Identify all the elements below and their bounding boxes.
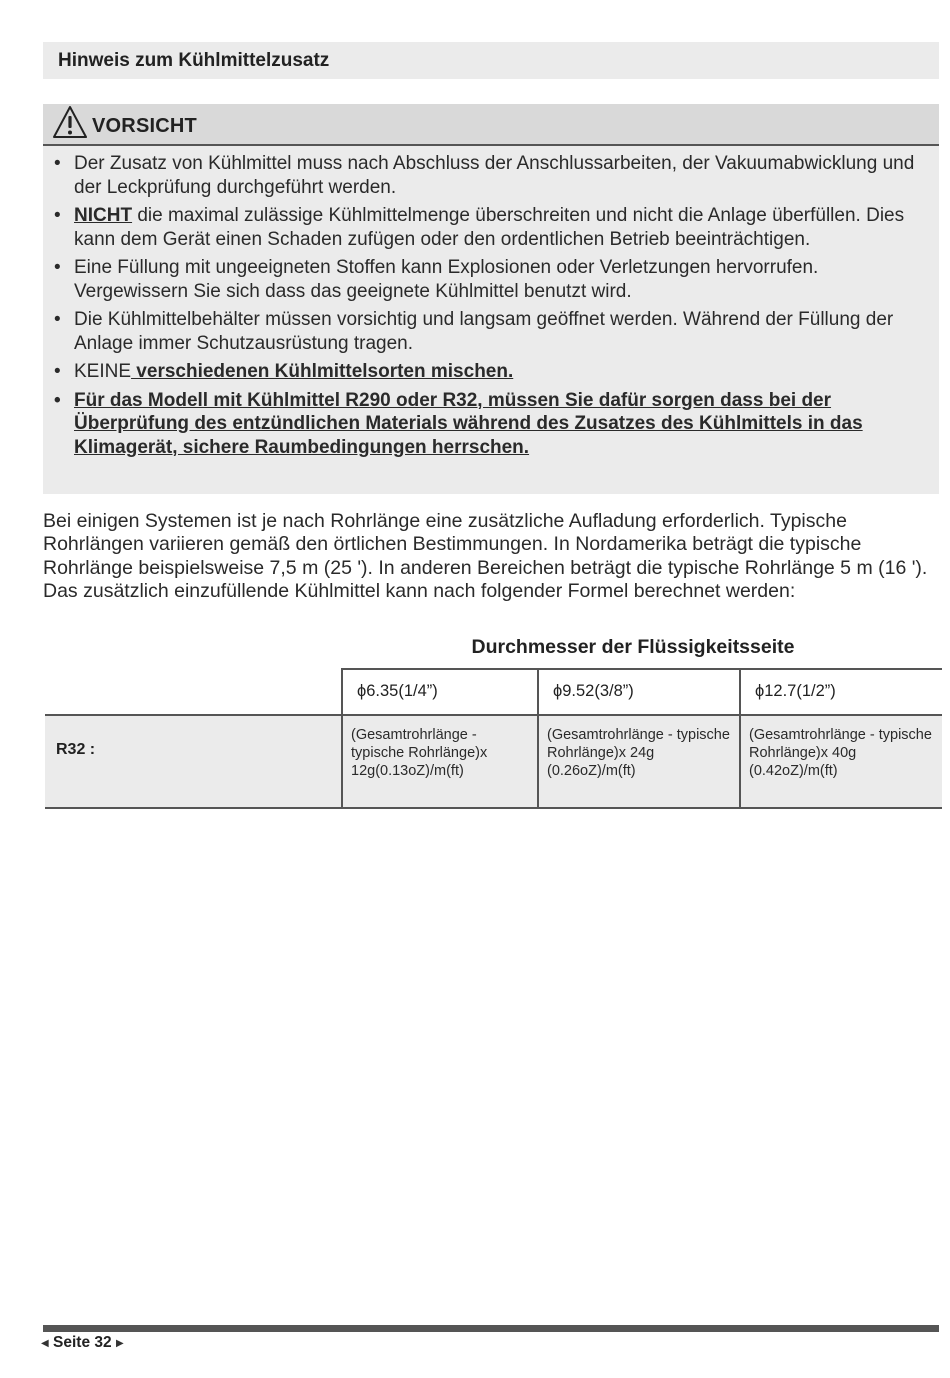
- bullet: •: [54, 205, 61, 226]
- table-cell: (Gesamtrohrlänge - typische Rohrlänge)x 40g (0.42oZ)/m(ft): [740, 715, 942, 808]
- emphasis-not: NICHT: [74, 205, 133, 226]
- caution-header: [43, 104, 939, 146]
- table-corner: [45, 669, 342, 715]
- caution-item: [43, 389, 939, 460]
- caution-list: [43, 152, 939, 464]
- footer-bar: [43, 1325, 939, 1332]
- caution-box: [43, 104, 939, 494]
- bullet: •: [54, 309, 61, 330]
- bullet: •: [54, 153, 61, 174]
- table-header-cell: ϕ6.35(1/4”): [342, 669, 538, 715]
- table-header-row: [45, 669, 942, 715]
- caution-title: VORSICHT: [92, 115, 197, 137]
- caution-item: • Der Zusatz von Kühlmittel muss nach Abschluss der Anschlussarbeiten, der Vakuumabwicklung und der Leckprüfung durchgeführt werden.: [54, 153, 915, 198]
- bullet: •: [54, 389, 61, 411]
- prefix-keine: KEINE: [74, 361, 132, 382]
- caution-item: [43, 360, 939, 384]
- table-header-cell: ϕ9.52(3/8”): [538, 669, 740, 715]
- table-header-cell: ϕ12.7(1/2”): [740, 669, 942, 715]
- warning-triangle-icon: [51, 104, 89, 140]
- arrow-left-icon[interactable]: ◀: [41, 1338, 49, 1349]
- bullet: •: [54, 361, 61, 382]
- emphasis-r290: Für das Modell mit Kühlmittel R290 oder R32, müssen Sie dafür sorgen dass bei der Überprüfung des entzündlichen Materials während des Zusatzes des Kühlmittels in das Klimagerät, sichere Raumbedingungen herrschen.: [74, 389, 863, 458]
- section-title: Hinweis zum Kühlmittelzusatz: [43, 42, 939, 79]
- table-cell: (Gesamtrohrlänge - typische Rohrlänge)x 12g(0.13oZ)/m(ft): [342, 715, 538, 808]
- charge-paragraph: Bei einigen Systemen ist je nach Rohrlänge eine zusätzliche Aufladung erforderlich. Typische Rohrlängen variieren gemäß den örtlichen Bestimmungen. In Nordamerika beträgt die typische Rohrlänge beispielsweise 7,5 m (25 '). In anderen Bereichen beträgt die typische Rohrlänge 5 m (16 '). Das zusätzlich einzufüllende Kühlmittel kann nach folgender Formel berechnet werden:: [43, 510, 928, 602]
- arrow-right-icon[interactable]: ▶: [115, 1338, 124, 1349]
- table-title: Durchmesser der Flüssigkeitsseite: [471, 636, 795, 658]
- emphasis-mix: verschiedenen Kühlmittelsorten mischen.: [131, 361, 514, 382]
- caution-item: • NICHT die maximal zulässige Kühlmittelmenge überschreiten und nicht die Anlage überfüllen. Dies kann dem Gerät einen Schaden zufügen oder den ordentlichen Betrieb beeinträchtigen.: [54, 205, 905, 250]
- caution-item: • Eine Füllung mit ungeeigneten Stoffen kann Explosionen oder Verletzungen hervorrufen. Vergewissern Sie sich dass das geeignete Kühlmittel benutzt wird.: [54, 257, 819, 302]
- page-number: Seite 32: [53, 1334, 112, 1351]
- bullet: •: [54, 257, 61, 278]
- table-row: [45, 715, 942, 808]
- table-row-label: R32 :: [45, 715, 342, 808]
- page-footer: [41, 1333, 124, 1353]
- table-cell: (Gesamtrohrlänge - typische Rohrlänge)x 24g (0.26oZ)/m(ft): [538, 715, 740, 808]
- refrigerant-table: [45, 668, 942, 809]
- caution-item: • Die Kühlmittelbehälter müssen vorsichtig und langsam geöffnet werden. Während der Füllung der Anlage immer Schutzausrüstung tragen.: [54, 309, 894, 354]
